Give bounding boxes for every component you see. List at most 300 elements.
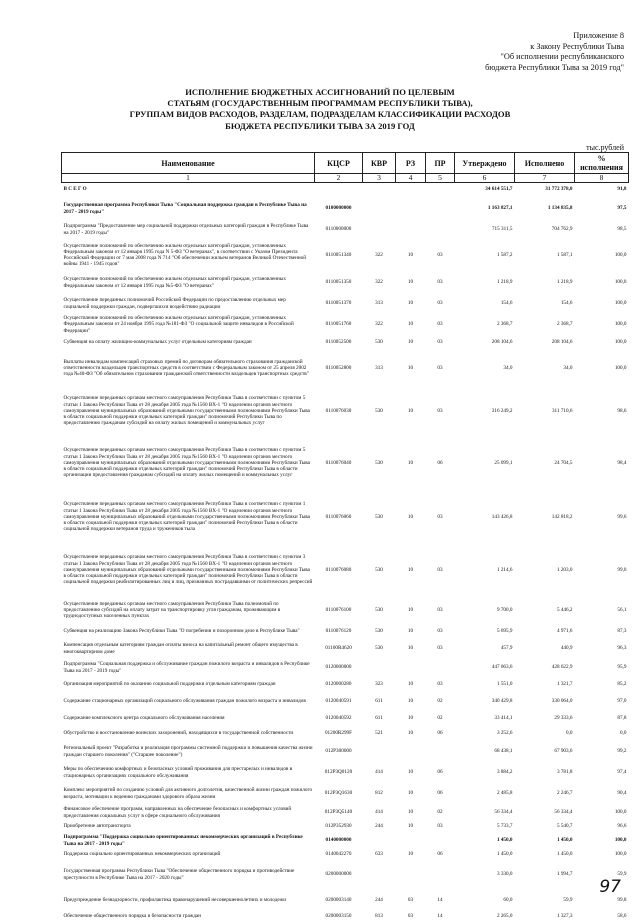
- row-kcsr: 0110076120: [315, 624, 363, 639]
- row-approved: 25 099,1: [455, 436, 515, 490]
- row-kvr: [363, 741, 396, 762]
- row-pr: 03: [426, 386, 455, 436]
- row-kvr: [363, 832, 396, 849]
- row-rz: 10: [396, 335, 426, 350]
- row-pr: 02: [426, 692, 455, 711]
- row-percent: 58,6: [575, 912, 629, 921]
- row-kcsr: 0110052800: [315, 350, 363, 386]
- row-pr: 06: [426, 849, 455, 860]
- row-kvr: 530: [363, 639, 396, 658]
- column-number: 3: [363, 174, 396, 183]
- table-row: [62, 889, 629, 912]
- row-kcsr: 0200003150: [315, 912, 363, 921]
- row-rz: 03: [396, 912, 426, 921]
- row-percent: 100,0: [575, 238, 629, 272]
- row-approved: 715 311,5: [455, 221, 515, 238]
- row-name: Осуществление переданных органам местного самоуправления Республики Тыва в соответствии с пунктом 3 статьи 1 Закона Республики Тыва от 28 декабря 2005 года №1560 ВХ-1 "О наделении органов местного самоуправления муниципальных образований отдельными государственными полномочиями Республики Тыва в области социальной поддержки отдельных категорий граждан" полномочий Республики Тыва в области социальной поддержки реабилитированных лиц и лиц, признанных пострадавшими от политических репрессий: [62, 544, 315, 596]
- row-kcsr: 0100000000: [315, 196, 363, 221]
- row-rz: 10: [396, 490, 426, 544]
- column-number: 8: [575, 174, 629, 183]
- table-row: [62, 860, 629, 889]
- row-kvr: [363, 860, 396, 889]
- row-executed: 1 450,0: [515, 849, 575, 860]
- row-kvr: 530: [363, 335, 396, 350]
- row-percent: 99,0: [575, 544, 629, 596]
- row-kvr: 530: [363, 624, 396, 639]
- row-kcsr: 0110076030: [315, 386, 363, 436]
- row-pr: 03: [426, 350, 455, 386]
- row-percent: 96,3: [575, 639, 629, 658]
- row-percent: 100,0: [575, 293, 629, 314]
- row-pr: 14: [426, 912, 455, 921]
- row-executed: 330 064,0: [515, 692, 575, 711]
- row-kvr: [363, 196, 396, 221]
- row-kcsr: 01100R4620: [315, 639, 363, 658]
- row-executed: 59,9: [515, 889, 575, 912]
- row-executed: 34,0: [515, 350, 575, 386]
- row-pr: 03: [426, 490, 455, 544]
- row-kcsr: 0120000000: [315, 658, 363, 677]
- row-pr: [426, 860, 455, 889]
- header-executed: Исполнено: [515, 153, 575, 174]
- row-approved: 1 587,2: [455, 238, 515, 272]
- row-kvr: [363, 183, 396, 197]
- row-name: Финансовое обеспечение программ, направленных на обеспечение безопасных и комфортных условий предоставления социальных услуг в сфере социального обслуживания: [62, 804, 315, 821]
- row-rz: 10: [396, 293, 426, 314]
- row-percent: 97,0: [575, 692, 629, 711]
- row-approved: 3 884,2: [455, 762, 515, 783]
- row-executed: 67 903,6: [515, 741, 575, 762]
- column-number: 1: [62, 174, 315, 183]
- row-percent: 100,0: [575, 272, 629, 293]
- table-row: [62, 821, 629, 832]
- row-percent: 87,3: [575, 624, 629, 639]
- row-kvr: 414: [363, 804, 396, 821]
- row-name: Государственная программа Республики Тыва "Обеспечение общественного порядка и противодействие преступности в Республике Тыва на 2017 - 2020 годы": [62, 860, 315, 889]
- table-row: [62, 677, 629, 692]
- row-kcsr: 0110000000: [315, 221, 363, 238]
- row-kvr: 530: [363, 596, 396, 624]
- units-label: тыс.рублей: [586, 143, 624, 152]
- row-approved: 3 252,6: [455, 726, 515, 741]
- table-row: [62, 726, 629, 741]
- table-row: [62, 544, 629, 596]
- table-row: [62, 783, 629, 804]
- row-pr: 02: [426, 804, 455, 821]
- table-row: [62, 350, 629, 386]
- row-executed: 29 333,6: [515, 711, 575, 726]
- row-executed: 1 321,7: [515, 677, 575, 692]
- row-name: Подпрограмма "Поддержка социально ориентированных некоммерческих организаций в Республике Тыва на 2017 - 2019 годы": [62, 832, 315, 849]
- row-name: Субвенция на реализацию Закона Республики Тыва "О погребении и похоронном деле в Республике Тыва": [62, 624, 315, 639]
- page-number: 97: [599, 877, 621, 897]
- row-percent: 90,4: [575, 783, 629, 804]
- row-name: Обустройство и восстановление воинских захоронений, находящихся в государственной собственности: [62, 726, 315, 741]
- row-rz: 03: [396, 889, 426, 912]
- row-percent: 96,6: [575, 821, 629, 832]
- row-kcsr: 0110076040: [315, 436, 363, 490]
- row-percent: 98,6: [575, 386, 629, 436]
- row-approved: 1 551,0: [455, 677, 515, 692]
- row-approved: 60,0: [455, 889, 515, 912]
- row-pr: 06: [426, 783, 455, 804]
- row-name: Приобретение автотранспорта: [62, 821, 315, 832]
- row-rz: 10: [396, 711, 426, 726]
- row-rz: 10: [396, 639, 426, 658]
- row-pr: 14: [426, 889, 455, 912]
- row-kcsr: 012P3Q5140: [315, 804, 363, 821]
- row-executed: 24 704,5: [515, 436, 575, 490]
- row-approved: 34,0: [455, 350, 515, 386]
- row-kcsr: 0110051370: [315, 293, 363, 314]
- row-approved: 1 163 827,1: [455, 196, 515, 221]
- row-kvr: 611: [363, 692, 396, 711]
- row-name: Осуществление полномочий по обеспечению жильем отдельных категорий граждан, установленных Федеральным законом от 24 ноября 1995 года №181-ФЗ "О социальной защите инвалидов в Российской Федерации": [62, 314, 315, 335]
- row-kcsr: 0110052500: [315, 335, 363, 350]
- row-pr: [426, 221, 455, 238]
- row-percent: 91,8: [575, 183, 629, 197]
- row-kvr: 813: [363, 912, 396, 921]
- row-kvr: 244: [363, 821, 396, 832]
- row-percent: 99,6: [575, 490, 629, 544]
- row-name: Выплаты инвалидам компенсаций страховых премий по договорам обязательного страхования гражданской ответственности владельцев транспортных средств в соответствии с Федеральным законом от 25 апреля 2002 года №40-ФЗ "Об обязательном страховании гражданской ответственности владельцев транспортных средств": [62, 350, 315, 386]
- row-pr: 03: [426, 272, 455, 293]
- row-rz: 10: [396, 821, 426, 832]
- table-row: [62, 912, 629, 921]
- row-approved: 5 733,7: [455, 821, 515, 832]
- row-pr: 03: [426, 596, 455, 624]
- column-number: 4: [396, 174, 426, 183]
- table-header-row: [62, 153, 629, 174]
- row-pr: 03: [426, 624, 455, 639]
- title-line: БЮДЖЕТА РЕСПУБЛИКИ ТЫВА ЗА 2019 ГОД: [60, 121, 580, 132]
- table-row: [62, 335, 629, 350]
- row-approved: 2 485,8: [455, 783, 515, 804]
- header-name: Наименование: [62, 153, 315, 174]
- row-rz: 10: [396, 692, 426, 711]
- row-kcsr: 012P3Q0120: [315, 762, 363, 783]
- row-kvr: 322: [363, 272, 396, 293]
- table-row: [62, 832, 629, 849]
- row-percent: 100,0: [575, 832, 629, 849]
- row-pr: 03: [426, 677, 455, 692]
- row-executed: 31 772 378,0: [515, 183, 575, 197]
- row-executed: 1 994,7: [515, 860, 575, 889]
- row-kvr: 323: [363, 677, 396, 692]
- row-percent: 97,4: [575, 762, 629, 783]
- header-pr: ПР: [426, 153, 455, 174]
- row-kvr: 530: [363, 436, 396, 490]
- row-name: Подпрограмма "Предоставление мер социальной поддержки отдельных категорий граждан в Республике Тыва на 2017 - 2019 годы": [62, 221, 315, 238]
- row-executed: 208 104,6: [515, 335, 575, 350]
- row-name: Региональный проект "Разработка и реализация программы системной поддержки и повышения качества жизни граждан старшего поколения" ("Старшее поколение"): [62, 741, 315, 762]
- row-rz: 10: [396, 596, 426, 624]
- table-row: [62, 596, 629, 624]
- row-name: Меры по обеспечению комфортных и безопасных условий проживания для престарелых и инвалидов в стационарных организациях социального обслуживания: [62, 762, 315, 783]
- row-rz: 10: [396, 783, 426, 804]
- row-executed: 2 246,7: [515, 783, 575, 804]
- row-kvr: 530: [363, 386, 396, 436]
- row-executed: 1 203,0: [515, 544, 575, 596]
- row-pr: 02: [426, 711, 455, 726]
- column-number: 5: [426, 174, 455, 183]
- row-executed: 0,0: [515, 726, 575, 741]
- row-rz: 10: [396, 544, 426, 596]
- appendix-line: "Об исполнении республиканского: [485, 52, 624, 63]
- column-number-row: [62, 174, 629, 183]
- row-approved: 5 695,9: [455, 624, 515, 639]
- row-percent: 59,9: [575, 860, 629, 889]
- row-executed: 154,6: [515, 293, 575, 314]
- row-approved: 1 450,0: [455, 849, 515, 860]
- table-row: [62, 639, 629, 658]
- row-executed: 311 710,6: [515, 386, 575, 436]
- row-approved: 2 368,7: [455, 314, 515, 335]
- row-executed: 428 622,9: [515, 658, 575, 677]
- row-approved: 56 334,4: [455, 804, 515, 821]
- row-name: Содержание комплексного центра социального обслуживания населения: [62, 711, 315, 726]
- row-kcsr: 0200000000: [315, 860, 363, 889]
- row-rz: 10: [396, 804, 426, 821]
- row-rz: 10: [396, 726, 426, 741]
- row-pr: 03: [426, 314, 455, 335]
- row-kvr: 313: [363, 293, 396, 314]
- row-name: Осуществление переданных органам местного самоуправления Республики Тыва в соответствии с пунктом 5 статьи 1 Закона Республики Тыва от 28 декабря 2005 года №1560 ВХ-1 "О наделении органов местного самоуправления муниципальных образований отдельными государственными полномочиями Республики Тыва в области социальной поддержки отдельных категорий граждан" полномочий Республики Тыва в области организации предоставления гражданам субсидий на оплату жилых помещений и коммунальных услуг: [62, 436, 315, 490]
- row-pr: 03: [426, 238, 455, 272]
- row-approved: 208 104,6: [455, 335, 515, 350]
- row-name: Содержание стационарных организаций социального обслуживания граждан пожилого возраста и инвалидов: [62, 692, 315, 711]
- row-name: Подпрограмма "Социальная поддержка и обслуживание граждан пожилого возраста и инвалидов в Республике Тыва на 2017 - 2019 годы": [62, 658, 315, 677]
- appendix-line: Приложение 8: [485, 31, 624, 42]
- header-percent: % исполнения: [575, 153, 629, 174]
- row-kvr: 313: [363, 350, 396, 386]
- table-row: [62, 762, 629, 783]
- row-kvr: 530: [363, 490, 396, 544]
- table-row: [62, 272, 629, 293]
- row-rz: [396, 183, 426, 197]
- row-percent: 100,0: [575, 849, 629, 860]
- row-approved: 447 063,6: [455, 658, 515, 677]
- row-name: Комплекс мероприятий по созданию условий для активного долголетия, качественной жизни граждан пожилого возраста, мотивации к ведению гражданами здорового образа жизни: [62, 783, 315, 804]
- row-executed: 1 450,0: [515, 832, 575, 849]
- row-kvr: 414: [363, 762, 396, 783]
- row-rz: [396, 741, 426, 762]
- row-kcsr: 0140000000: [315, 832, 363, 849]
- row-name: Поддержка социально ориентированных некоммерческих организаций: [62, 849, 315, 860]
- row-rz: [396, 658, 426, 677]
- row-percent: 0,0: [575, 726, 629, 741]
- row-executed: 2 368,7: [515, 314, 575, 335]
- row-approved: 340 429,8: [455, 692, 515, 711]
- row-pr: 06: [426, 762, 455, 783]
- row-percent: 87,8: [575, 711, 629, 726]
- row-rz: 10: [396, 314, 426, 335]
- table-row: [62, 183, 629, 197]
- table-row: [62, 741, 629, 762]
- row-kcsr: 0120040591: [315, 692, 363, 711]
- row-percent: 99,8: [575, 889, 629, 912]
- row-approved: 68 438,1: [455, 741, 515, 762]
- row-pr: 03: [426, 639, 455, 658]
- title-line: СТАТЬЯМ (ГОСУДАРСТВЕННЫМ ПРОГРАММАМ РЕСПУБЛИКИ ТЫВА),: [60, 98, 580, 109]
- document-title: [60, 87, 580, 132]
- row-kvr: 812: [363, 783, 396, 804]
- table-body: [62, 183, 629, 921]
- row-name: В С Е Г О: [62, 183, 315, 197]
- row-kcsr: 012P352930: [315, 821, 363, 832]
- row-name: Субвенция на оплату жилищно-коммунальных услуг отдельным категориям граждан: [62, 335, 315, 350]
- row-approved: 2 265,0: [455, 912, 515, 921]
- row-name: Осуществление полномочий по обеспечению жильем отдельных категорий граждан, установленных Федеральным законом от 12 января 1995 года №5-ФЗ "О ветеранах": [62, 272, 315, 293]
- row-pr: 03: [426, 821, 455, 832]
- row-approved: 3 330,0: [455, 860, 515, 889]
- row-approved: 1 450,0: [455, 832, 515, 849]
- row-percent: 95,9: [575, 658, 629, 677]
- row-pr: 03: [426, 335, 455, 350]
- column-number: 2: [315, 174, 363, 183]
- row-approved: 1 218,9: [455, 272, 515, 293]
- row-kvr: 322: [363, 238, 396, 272]
- row-rz: 10: [396, 762, 426, 783]
- row-executed: 1 218,9: [515, 272, 575, 293]
- row-pr: [426, 183, 455, 197]
- row-rz: 10: [396, 677, 426, 692]
- row-rz: [396, 221, 426, 238]
- row-rz: 10: [396, 238, 426, 272]
- column-number: 7: [515, 174, 575, 183]
- row-kvr: 521: [363, 726, 396, 741]
- row-kcsr: 0120000280: [315, 677, 363, 692]
- row-pr: 03: [426, 544, 455, 596]
- row-percent: 85,2: [575, 677, 629, 692]
- row-pr: 06: [426, 436, 455, 490]
- row-name: Осуществление переданных органам местного самоуправления Республики Тыва в соответствии с пунктом 1 статьи 1 Закона Республики Тыва от 28 декабря 2005 года №1560 ВХ-1 "О наделении органов местного самоуправления муниципальных образований отдельными государственными полномочиями Республики Тыва в области социальной поддержки отдельных категорий граждан" полномочий Республики Тыва в области социальной поддержки ветеранов труда и тружеников тыла: [62, 490, 315, 544]
- row-pr: 03: [426, 293, 455, 314]
- row-executed: 1 134 835,8: [515, 196, 575, 221]
- row-kvr: 530: [363, 544, 396, 596]
- row-approved: 457,9: [455, 639, 515, 658]
- row-rz: 10: [396, 386, 426, 436]
- table-row: [62, 490, 629, 544]
- column-number: 6: [455, 174, 515, 183]
- row-rz: [396, 860, 426, 889]
- row-name: Обеспечение общественного порядка и безопасности граждан: [62, 912, 315, 921]
- row-kvr: 244: [363, 889, 396, 912]
- row-approved: 9 700,0: [455, 596, 515, 624]
- row-executed: 440,9: [515, 639, 575, 658]
- header-kcsr: КЦСР: [315, 153, 363, 174]
- row-kcsr: 012P3Q1630: [315, 783, 363, 804]
- budget-table: [61, 152, 629, 921]
- table-row: [62, 238, 629, 272]
- row-percent: 100,0: [575, 804, 629, 821]
- appendix-line: к Закону Республики Тыва: [485, 42, 624, 53]
- row-percent: 98,5: [575, 221, 629, 238]
- row-rz: 10: [396, 350, 426, 386]
- row-pr: [426, 741, 455, 762]
- row-name: Предупреждение безнадзорности, профилактика правонарушений несовершеннолетних и молодежи: [62, 889, 315, 912]
- row-rz: 10: [396, 624, 426, 639]
- row-percent: 100,0: [575, 335, 629, 350]
- table-row: [62, 624, 629, 639]
- row-executed: 1 327,3: [515, 912, 575, 921]
- title-line: ИСПОЛНЕНИЕ БЮДЖЕТНЫХ АССИГНОВАНИЙ ПО ЦЕЛЕВЫМ: [60, 87, 580, 98]
- row-name: Организация мероприятий по оказанию социальной поддержки отдельным категориям граждан: [62, 677, 315, 692]
- header-kvr: КВР: [363, 153, 396, 174]
- row-percent: 100,0: [575, 350, 629, 386]
- row-approved: 143 426,8: [455, 490, 515, 544]
- row-executed: 4 971,6: [515, 624, 575, 639]
- appendix-line: бюджета Республики Тыва за 2019 год": [485, 63, 624, 74]
- table-row: [62, 293, 629, 314]
- row-executed: 1 587,1: [515, 238, 575, 272]
- row-kcsr: 0120040592: [315, 711, 363, 726]
- row-kcsr: 0110076080: [315, 544, 363, 596]
- row-kvr: 322: [363, 314, 396, 335]
- row-kcsr: 0110076060: [315, 490, 363, 544]
- row-kvr: [363, 658, 396, 677]
- row-kcsr: 012P300000: [315, 741, 363, 762]
- row-kcsr: [315, 183, 363, 197]
- row-approved: 154,6: [455, 293, 515, 314]
- row-approved: 33 414,1: [455, 711, 515, 726]
- row-kcsr: 0110076100: [315, 596, 363, 624]
- row-rz: 10: [396, 436, 426, 490]
- title-line: ГРУППАМ ВИДОВ РАСХОДОВ, РАЗДЕЛАМ, ПОДРАЗДЕЛАМ КЛАССИФИКАЦИИ РАСХОДОВ: [60, 109, 580, 120]
- row-rz: 10: [396, 849, 426, 860]
- row-kcsr: 0200003140: [315, 889, 363, 912]
- row-executed: 5 540,7: [515, 821, 575, 832]
- row-approved: 1 214,6: [455, 544, 515, 596]
- row-percent: 56,1: [575, 596, 629, 624]
- row-executed: 704 762,9: [515, 221, 575, 238]
- row-kcsr: 0140042270: [315, 849, 363, 860]
- row-name: Государственная программа Республики Тыва "Социальная поддержка граждан в Республике Тыва на 2017 - 2019 годы": [62, 196, 315, 221]
- row-kvr: [363, 221, 396, 238]
- table-row: [62, 196, 629, 221]
- row-executed: 142 818,2: [515, 490, 575, 544]
- row-kvr: 633: [363, 849, 396, 860]
- row-approved: 316 249,2: [455, 386, 515, 436]
- table-row: [62, 386, 629, 436]
- row-percent: 98,4: [575, 436, 629, 490]
- row-executed: 5 446,2: [515, 596, 575, 624]
- appendix-note: [485, 31, 624, 73]
- row-pr: [426, 658, 455, 677]
- row-percent: 99,2: [575, 741, 629, 762]
- row-name: Осуществление переданных полномочий Российской Федерации по предоставлению отдельных мер социальной поддержки граждан, подвергшихся воздействию радиации: [62, 293, 315, 314]
- table-row: [62, 711, 629, 726]
- header-rz: РЗ: [396, 153, 426, 174]
- table-row: [62, 658, 629, 677]
- header-approved: Утверждено: [455, 153, 515, 174]
- row-name: Компенсация отдельным категориям граждан оплаты взноса на капитальный ремонт общего имущества в многоквартирном доме: [62, 639, 315, 658]
- row-name: Осуществление переданных органам местного самоуправления Республики Тыва полномочий по предоставлению субсидий на оплату затрат на транспортировку угля гражданам, проживающим в труднодоступных населенных пунктах: [62, 596, 315, 624]
- row-pr: [426, 196, 455, 221]
- row-name: Осуществление переданных органам местного самоуправления Республики Тыва в соответствии с пунктом 5 статьи 1 Закона Республики Тыва от 28 декабря 2005 года №1560 ВХ-1 "О наделении органов местного самоуправления муниципальных образований отдельными государственными полномочиями Республики Тыва в области социальной поддержки отдельных категорий граждан" полномочий Республики Тыва по предоставлению гражданам субсидий на оплату жилых помещений и коммунальных услуг: [62, 386, 315, 436]
- row-kcsr: 0110051350: [315, 272, 363, 293]
- row-rz: 10: [396, 272, 426, 293]
- table-row: [62, 849, 629, 860]
- table-row: [62, 314, 629, 335]
- row-pr: 06: [426, 726, 455, 741]
- table-row: [62, 436, 629, 490]
- row-kcsr: 01200R299F: [315, 726, 363, 741]
- table-row: [62, 221, 629, 238]
- row-rz: [396, 832, 426, 849]
- row-kvr: 611: [363, 711, 396, 726]
- table-row: [62, 692, 629, 711]
